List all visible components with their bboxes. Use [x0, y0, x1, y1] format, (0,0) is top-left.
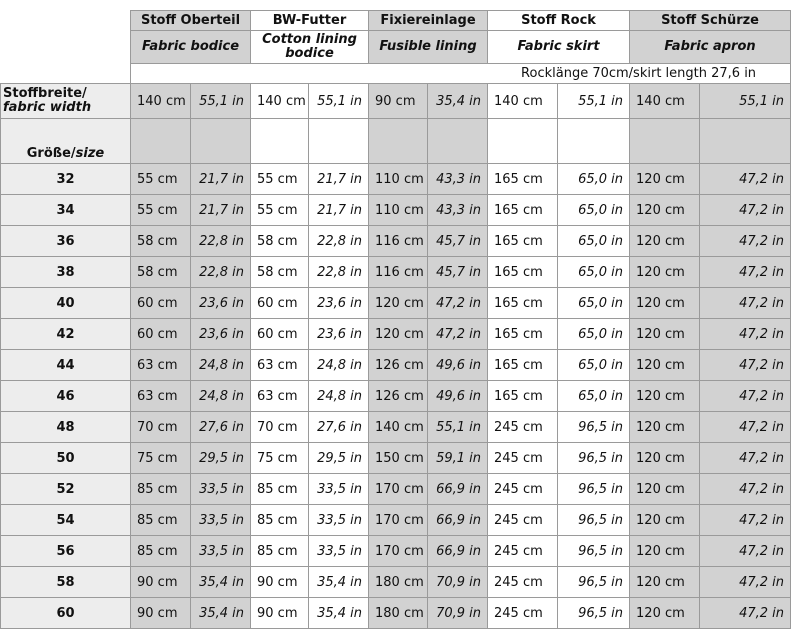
value-in: 33,5 in — [309, 536, 369, 567]
fabric-width-label — [1, 84, 131, 119]
empty-cell — [630, 119, 700, 164]
value-in: 47,2 in — [700, 567, 791, 598]
value-in: 45,7 in — [428, 257, 488, 288]
value-cm: 120 cm — [630, 567, 700, 598]
value-in: 23,6 in — [191, 288, 251, 319]
size-cell: 38 — [1, 257, 131, 288]
value-in: 65,0 in — [558, 257, 630, 288]
value-in: 24,8 in — [191, 381, 251, 412]
size-label-en: size — [75, 146, 105, 161]
value-in: 47,2 in — [700, 319, 791, 350]
value-cm: 85 cm — [131, 536, 191, 567]
value-cm: 60 cm — [251, 319, 309, 350]
value-cm: 120 cm — [630, 319, 700, 350]
size-cell: 54 — [1, 505, 131, 536]
value-cm: 165 cm — [488, 226, 558, 257]
value-in: 96,5 in — [558, 567, 630, 598]
size-cell: 34 — [1, 195, 131, 226]
value-cm: 116 cm — [369, 257, 428, 288]
value-cm: 165 cm — [488, 319, 558, 350]
value-in: 22,8 in — [309, 257, 369, 288]
value-cm: 126 cm — [369, 350, 428, 381]
value-in: 47,2 in — [700, 443, 791, 474]
value-cm: 75 cm — [131, 443, 191, 474]
value-cm: 126 cm — [369, 381, 428, 412]
value-cm: 165 cm — [488, 164, 558, 195]
value-cm: 116 cm — [369, 226, 428, 257]
value-cm: 110 cm — [369, 195, 428, 226]
value-in: 29,5 in — [191, 443, 251, 474]
value-in: 43,3 in — [428, 195, 488, 226]
value-in: 33,5 in — [309, 474, 369, 505]
value-in: 22,8 in — [309, 226, 369, 257]
value-cm: 58 cm — [251, 226, 309, 257]
value-in: 29,5 in — [309, 443, 369, 474]
value-in: 65,0 in — [558, 350, 630, 381]
fabric-width-cm: 90 cm — [369, 84, 428, 119]
value-cm: 245 cm — [488, 536, 558, 567]
value-in: 59,1 in — [428, 443, 488, 474]
size-cell: 56 — [1, 536, 131, 567]
size-cell: 48 — [1, 412, 131, 443]
table-row — [1, 319, 791, 350]
value-cm: 58 cm — [131, 257, 191, 288]
value-cm: 180 cm — [369, 598, 428, 629]
column-header-en: Fabric apron — [630, 31, 791, 64]
value-cm: 170 cm — [369, 536, 428, 567]
value-in: 66,9 in — [428, 536, 488, 567]
table-row — [1, 474, 791, 505]
value-cm: 55 cm — [131, 164, 191, 195]
fabric-width-in: 35,4 in — [428, 84, 488, 119]
value-cm: 120 cm — [630, 381, 700, 412]
value-cm: 120 cm — [630, 443, 700, 474]
value-cm: 110 cm — [369, 164, 428, 195]
size-cell: 46 — [1, 381, 131, 412]
value-cm: 120 cm — [630, 536, 700, 567]
value-in: 70,9 in — [428, 598, 488, 629]
table-row — [1, 350, 791, 381]
header-corner — [1, 31, 131, 64]
value-in: 47,2 in — [700, 226, 791, 257]
value-in: 96,5 in — [558, 505, 630, 536]
value-cm: 58 cm — [131, 226, 191, 257]
value-in: 47,2 in — [700, 257, 791, 288]
empty-cell — [369, 119, 428, 164]
value-cm: 55 cm — [131, 195, 191, 226]
size-label-row — [1, 119, 791, 164]
value-cm: 120 cm — [630, 226, 700, 257]
value-in: 70,9 in — [428, 567, 488, 598]
value-in: 65,0 in — [558, 164, 630, 195]
table-row — [1, 288, 791, 319]
value-cm: 63 cm — [131, 381, 191, 412]
value-cm: 90 cm — [251, 567, 309, 598]
value-cm: 165 cm — [488, 257, 558, 288]
value-cm: 90 cm — [131, 598, 191, 629]
value-cm: 180 cm — [369, 567, 428, 598]
value-cm: 120 cm — [369, 288, 428, 319]
value-in: 49,6 in — [428, 350, 488, 381]
value-cm: 85 cm — [251, 536, 309, 567]
value-in: 96,5 in — [558, 598, 630, 629]
column-header-de: BW-Futter — [251, 11, 369, 31]
value-in: 22,8 in — [191, 226, 251, 257]
value-in: 35,4 in — [309, 567, 369, 598]
value-in: 66,9 in — [428, 505, 488, 536]
value-in: 43,3 in — [428, 164, 488, 195]
value-cm: 63 cm — [251, 381, 309, 412]
value-in: 24,8 in — [191, 350, 251, 381]
fabric-width-in: 55,1 in — [191, 84, 251, 119]
value-cm: 120 cm — [630, 474, 700, 505]
column-header-de: Stoff Schürze — [630, 11, 791, 31]
value-cm: 90 cm — [251, 598, 309, 629]
value-in: 22,8 in — [191, 257, 251, 288]
value-in: 65,0 in — [558, 226, 630, 257]
fabric-width-cm: 140 cm — [488, 84, 558, 119]
value-in: 96,5 in — [558, 412, 630, 443]
column-header-de: Fixiereinlage — [369, 11, 488, 31]
value-cm: 120 cm — [630, 598, 700, 629]
table-row — [1, 598, 791, 629]
value-in: 96,5 in — [558, 443, 630, 474]
value-in: 55,1 in — [428, 412, 488, 443]
value-cm: 85 cm — [251, 474, 309, 505]
value-in: 49,6 in — [428, 381, 488, 412]
size-cell: 42 — [1, 319, 131, 350]
value-cm: 120 cm — [630, 164, 700, 195]
value-cm: 170 cm — [369, 474, 428, 505]
value-cm: 120 cm — [630, 350, 700, 381]
value-in: 27,6 in — [309, 412, 369, 443]
size-label-de: Größe/ — [26, 146, 76, 161]
value-in: 96,5 in — [558, 474, 630, 505]
empty-cell — [700, 119, 791, 164]
size-cell: 60 — [1, 598, 131, 629]
header-corner — [1, 11, 131, 31]
skirt-length-note: Rocklänge 70cm/skirt length 27,6 in — [488, 64, 791, 84]
table-row — [1, 412, 791, 443]
value-in: 24,8 in — [309, 381, 369, 412]
value-in: 47,2 in — [700, 381, 791, 412]
value-in: 96,5 in — [558, 536, 630, 567]
value-cm: 165 cm — [488, 288, 558, 319]
value-in: 65,0 in — [558, 288, 630, 319]
value-cm: 120 cm — [630, 505, 700, 536]
fabric-width-row — [1, 84, 791, 119]
value-cm: 165 cm — [488, 350, 558, 381]
value-in: 35,4 in — [309, 598, 369, 629]
note-spacer — [131, 64, 488, 84]
value-in: 47,2 in — [700, 288, 791, 319]
value-in: 21,7 in — [191, 164, 251, 195]
value-cm: 63 cm — [131, 350, 191, 381]
value-cm: 245 cm — [488, 505, 558, 536]
value-in: 47,2 in — [700, 164, 791, 195]
value-cm: 165 cm — [488, 381, 558, 412]
value-in: 47,2 in — [700, 195, 791, 226]
value-in: 47,2 in — [700, 474, 791, 505]
value-in: 33,5 in — [309, 505, 369, 536]
table-row — [1, 381, 791, 412]
value-cm: 60 cm — [131, 319, 191, 350]
value-cm: 245 cm — [488, 443, 558, 474]
value-in: 23,6 in — [309, 288, 369, 319]
fabric-width-label-en: fabric width — [3, 100, 92, 115]
value-in: 47,2 in — [700, 412, 791, 443]
table-row — [1, 536, 791, 567]
value-cm: 120 cm — [630, 412, 700, 443]
fabric-requirements-table — [0, 10, 791, 629]
value-cm: 150 cm — [369, 443, 428, 474]
value-in: 21,7 in — [309, 164, 369, 195]
table-row — [1, 505, 791, 536]
value-cm: 120 cm — [630, 288, 700, 319]
fabric-width-label-de: Stoffbreite/ — [3, 86, 87, 101]
table-row — [1, 195, 791, 226]
fabric-width-cm: 140 cm — [251, 84, 309, 119]
value-in: 47,2 in — [428, 288, 488, 319]
fabric-width-cm: 140 cm — [630, 84, 700, 119]
value-cm: 245 cm — [488, 412, 558, 443]
value-in: 21,7 in — [309, 195, 369, 226]
value-in: 65,0 in — [558, 381, 630, 412]
value-cm: 245 cm — [488, 567, 558, 598]
size-cell: 44 — [1, 350, 131, 381]
header-corner — [1, 64, 131, 84]
fabric-width-in: 55,1 in — [309, 84, 369, 119]
fabric-width-in: 55,1 in — [700, 84, 791, 119]
empty-cell — [488, 119, 558, 164]
column-header-de: Stoff Oberteil — [131, 11, 251, 31]
value-in: 47,2 in — [700, 598, 791, 629]
size-cell: 40 — [1, 288, 131, 319]
value-cm: 120 cm — [369, 319, 428, 350]
value-cm: 245 cm — [488, 474, 558, 505]
column-header-de: Stoff Rock — [488, 11, 630, 31]
value-cm: 58 cm — [251, 257, 309, 288]
fabric-width-cm: 140 cm — [131, 84, 191, 119]
table-row — [1, 443, 791, 474]
value-cm: 60 cm — [131, 288, 191, 319]
value-in: 47,2 in — [428, 319, 488, 350]
value-cm: 165 cm — [488, 195, 558, 226]
header-row-german — [1, 11, 791, 31]
value-cm: 85 cm — [251, 505, 309, 536]
empty-cell — [558, 119, 630, 164]
value-in: 23,6 in — [191, 319, 251, 350]
value-in: 21,7 in — [191, 195, 251, 226]
value-in: 47,2 in — [700, 536, 791, 567]
header-row-note — [1, 64, 791, 84]
empty-cell — [428, 119, 488, 164]
value-cm: 90 cm — [131, 567, 191, 598]
table-row — [1, 164, 791, 195]
value-cm: 245 cm — [488, 598, 558, 629]
column-header-en: Fusible lining — [369, 31, 488, 64]
size-cell: 58 — [1, 567, 131, 598]
size-cell: 32 — [1, 164, 131, 195]
size-cell: 50 — [1, 443, 131, 474]
size-cell: 36 — [1, 226, 131, 257]
value-in: 33,5 in — [191, 474, 251, 505]
table-row — [1, 567, 791, 598]
value-in: 27,6 in — [191, 412, 251, 443]
value-in: 45,7 in — [428, 226, 488, 257]
value-in: 65,0 in — [558, 195, 630, 226]
value-in: 33,5 in — [191, 505, 251, 536]
column-header-en: Fabric bodice — [131, 31, 251, 64]
fabric-width-in: 55,1 in — [558, 84, 630, 119]
value-cm: 55 cm — [251, 164, 309, 195]
value-in: 35,4 in — [191, 598, 251, 629]
value-cm: 75 cm — [251, 443, 309, 474]
value-cm: 170 cm — [369, 505, 428, 536]
empty-cell — [309, 119, 369, 164]
value-in: 47,2 in — [700, 505, 791, 536]
value-cm: 140 cm — [369, 412, 428, 443]
empty-cell — [191, 119, 251, 164]
value-in: 33,5 in — [191, 536, 251, 567]
value-cm: 85 cm — [131, 474, 191, 505]
header-row-english — [1, 31, 791, 64]
value-in: 23,6 in — [309, 319, 369, 350]
table-row — [1, 257, 791, 288]
value-cm: 70 cm — [251, 412, 309, 443]
size-cell: 52 — [1, 474, 131, 505]
empty-cell — [251, 119, 309, 164]
value-in: 65,0 in — [558, 319, 630, 350]
value-cm: 120 cm — [630, 195, 700, 226]
value-in: 35,4 in — [191, 567, 251, 598]
value-cm: 85 cm — [131, 505, 191, 536]
value-cm: 63 cm — [251, 350, 309, 381]
column-header-en: Cotton lining bodice — [251, 31, 369, 64]
value-cm: 120 cm — [630, 257, 700, 288]
value-cm: 55 cm — [251, 195, 309, 226]
value-cm: 70 cm — [131, 412, 191, 443]
size-label — [1, 119, 131, 164]
empty-cell — [131, 119, 191, 164]
column-header-en: Fabric skirt — [488, 31, 630, 64]
value-in: 47,2 in — [700, 350, 791, 381]
value-in: 66,9 in — [428, 474, 488, 505]
value-in: 24,8 in — [309, 350, 369, 381]
table-row — [1, 226, 791, 257]
value-cm: 60 cm — [251, 288, 309, 319]
